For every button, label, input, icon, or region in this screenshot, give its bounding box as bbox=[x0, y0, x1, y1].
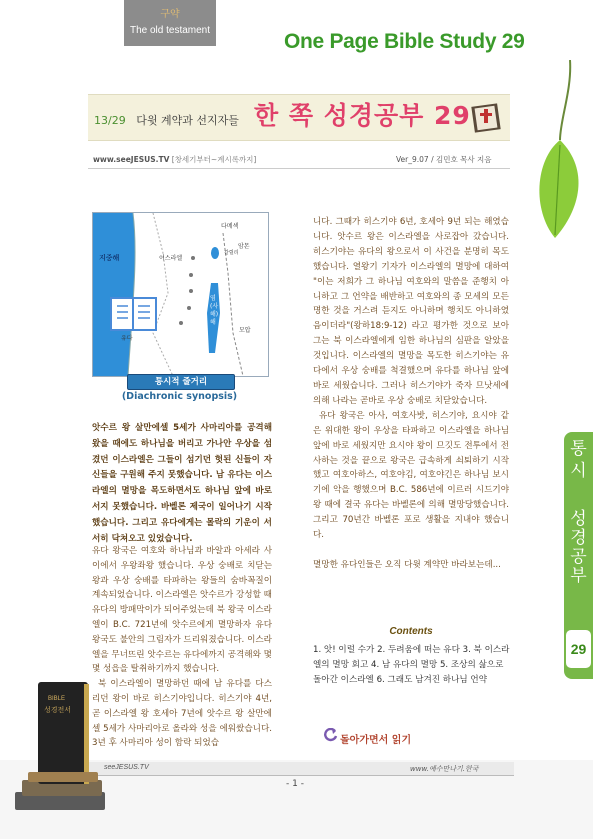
map-caption: (Diachronic synopsis) bbox=[121, 391, 238, 402]
side-tab bbox=[564, 432, 593, 679]
side-tab-char: 공 bbox=[570, 547, 587, 567]
left-paragraph-1: 유다 왕국은 여호와 하나님과 바알과 아세라 사이에서 우왕좌왕 했습니다. 우상 숭배로 치닫는 왕과 우상 숭배를 타파하는 왕들의 숨바꼭질이 계속되었습니다. 이스라엘은 앗수르가 강성할 때 유다의 방패막이가 되어주었는데 북 왕국 이스라엘이 B.C. 721년에 앗수르에게 멸망하자 유다 왕국도 불안의 그림자가 드리워졌습니다. 이스라엘을 무너뜨린 앗수르는 유다에까지 공격해와 몇몇 성읍을 탈취하기까지 했습니다. bbox=[92, 546, 272, 675]
lesson-number: 13/29 bbox=[94, 114, 126, 127]
bible-book-image bbox=[10, 672, 110, 822]
left-column-text bbox=[92, 544, 272, 751]
rotate-arrow-icon bbox=[324, 728, 338, 742]
lesson-banner bbox=[88, 94, 510, 141]
map-label-israel: 이스라엘 bbox=[159, 255, 183, 262]
version-author: Ver_9.07 / 김민호 목사 지음 bbox=[396, 155, 492, 164]
page-title: One Page Bible Study 29 bbox=[284, 30, 525, 53]
site-range: [창세기부터~계시록까지] bbox=[171, 155, 257, 164]
contents-heading: Contents bbox=[389, 626, 433, 637]
map-label-ammon: 암몬 bbox=[238, 243, 250, 250]
page-number: - 1 - bbox=[286, 779, 304, 789]
map-banner: 통시적 줄거리 bbox=[127, 374, 235, 390]
leaf-icon bbox=[530, 60, 593, 240]
map-label-judah: 유다 bbox=[121, 335, 133, 342]
right-paragraph-1: 니다. 그때가 히스기야 6년, 호세아 9년 되는 해였습니다. 앗수르 왕은 이스라엘을 사로잡아 갔습니다. 히스기야는 유다의 왕으로서 이 사건을 분명히 목도했습니다. 열왕기 기자가 이스라엘의 멸망에 대하여 "이는 저희가 그 하나님 여호와의 말씀을 준행치 아니하고 그 언약을 배반하고 여호와의 종 모세의 모든 명한 것을 거스려 듣지도 아니하며 행치도 아니하였음이더라"(왕하18:9-12) 라고 평가한 것으로 보아 그는 북 이스라엘에게 임한 하나님의 심판을 알았을 것입니다. 이스라엘의 멸망을 목도한 히스기야는 유다에서 우상 숭배를 척결했으며 유다를 하나님 앞에 바로 세웠습니다. 그러나 히스기야가 죽자 므낫세에 의해 나라는 곧바로 우상 숭배로 치닫았습니다. bbox=[313, 217, 509, 406]
map-figure bbox=[92, 212, 269, 377]
right-paragraph-2: 유다 왕국은 아사, 여호사밧, 히스기야, 요시야 같은 위대한 왕이 우상을 타파하고 이스라엘을 하나님 앞에 바로 세웠지만 요시야 왕이 므깃도 전투에서 전사하는 것을 끝으로 왕국은 급속하게 쇠퇴하기 시작했고 여호아하스, 여호야김, 여호야긴은 하나님 보시기에 악을 행했으며 B.C. 586년에 이르러 시드기야 왕 때에 결국 유다는 바벨론에 의해 멸망당했습니다. 그리고 70년간 바벨론 포로 생활을 지내야 했습니다. bbox=[313, 410, 509, 541]
intro-bold-paragraph: 앗수르 왕 살만에셀 5세가 사마리아를 공격해 왔을 때에도 하나님을 버리고 가나안 우상을 섬겼던 이스라엘은 그들이 섬기던 헛된 신들이 자신들을 구원해 주지 못했습니다. 남 유다는 이스라엘의 멸망을 목도하면서도 하나님 앞에 바로 서지 못했습니다. 바벨론 제국이 일어나기 시작했습니다. 그리고 유다에게는 몰락의 기운이 서서히 닥쳐오고 있었습니다. bbox=[92, 423, 272, 544]
lesson-title: 다윗 계약과 선지자들 bbox=[136, 114, 239, 127]
israel-map bbox=[93, 213, 268, 376]
side-tab-char: 부 bbox=[570, 566, 587, 586]
left-paragraph-2: 북 이스라엘이 멸망하던 때에 남 유다를 다스리던 왕이 바로 히스기야입니다. 히스기야 4년, 곧 이스라엘 왕 호세아 7년에 앗수르 왕 살만에셀 5세가 사마리아로 올라와 성을 에워쌌습니다. 3년 후 사마리아 성이 함락 되었습 bbox=[92, 679, 272, 749]
right-paragraph-3: 멸망한 유다인들은 오직 다윗 계약만 바라보는데... bbox=[313, 559, 501, 570]
header-divider bbox=[88, 168, 510, 169]
site-info bbox=[93, 154, 256, 165]
read-in-turn-label: 돌아가면서 읽기 bbox=[340, 735, 412, 746]
testament-tab-english: The old testament bbox=[129, 25, 211, 36]
side-tab-char: 시 bbox=[570, 461, 587, 481]
bible-book-icon bbox=[470, 99, 504, 135]
footer-url: www.예수만나기.한국 bbox=[410, 765, 479, 773]
book-text-korean: 성경전서 bbox=[44, 706, 72, 714]
side-tab-char: 통 bbox=[570, 439, 587, 459]
side-tab-char: 성 bbox=[570, 509, 587, 529]
book-text-bible: BIBLE bbox=[48, 696, 66, 702]
map-label-dead-sea: 염(사해)해 bbox=[210, 295, 219, 326]
map-label-moab: 모압 bbox=[239, 327, 251, 334]
footer-site: seeJESUS.TV bbox=[104, 764, 149, 771]
side-tab-number: 29 bbox=[566, 630, 591, 668]
site-label: www.seeJESUS.TV bbox=[93, 155, 170, 164]
lesson-heading bbox=[94, 112, 239, 128]
map-label-sea: 지중해 bbox=[99, 254, 120, 262]
map-label-galilee: 갈릴리 bbox=[224, 250, 239, 256]
big-title: 한 쪽 성경공부 29 bbox=[254, 101, 471, 130]
testament-tab bbox=[124, 0, 216, 46]
testament-tab-korean: 구약 bbox=[160, 9, 180, 20]
contents-list: 1. 앗! 이럴 수가 2. 두려움에 떠는 유다 3. 북 이스라엘의 멸망 회고 4. 남 유다의 멸망 5. 조상의 삶으로 돌아간 이스라엘 6. 그래도 남겨진 하나님 언약 bbox=[313, 645, 510, 685]
side-tab-char: 경 bbox=[570, 528, 587, 548]
map-label-damascus: 다메섹 bbox=[221, 223, 239, 230]
right-column-text bbox=[313, 215, 509, 573]
